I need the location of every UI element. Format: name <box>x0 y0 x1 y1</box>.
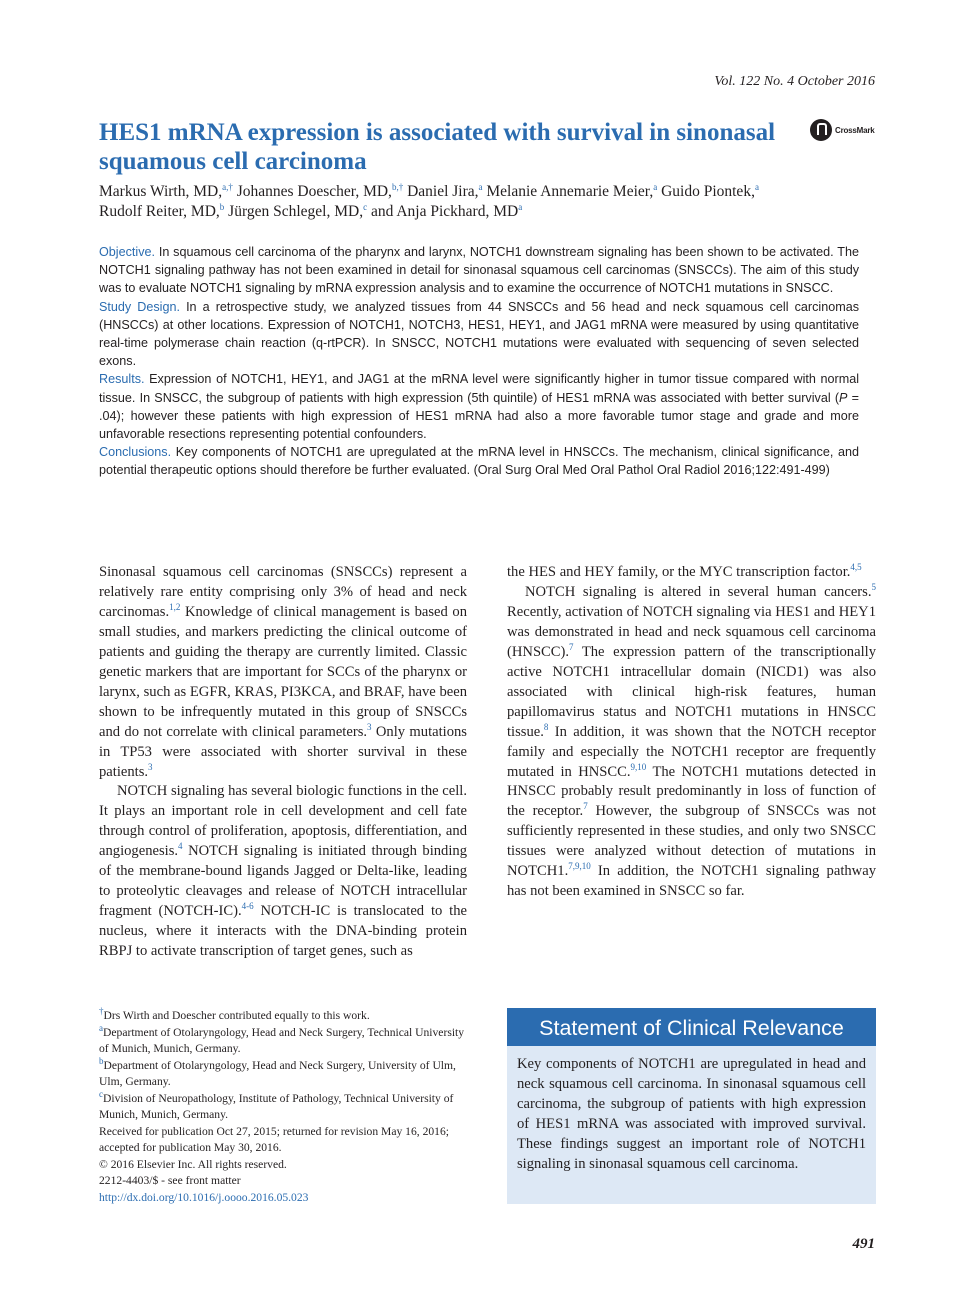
footnotes <box>99 1008 469 1206</box>
citation-superscript[interactable]: 7 <box>569 641 574 652</box>
citation-superscript[interactable]: 4 <box>178 841 183 852</box>
abstract-heading: Objective. <box>99 245 155 259</box>
author <box>237 183 407 200</box>
body-text-run: In addition, it was shown that the NOTCH receptor family and especially the NOTCH1 receptor are frequently mutated in HNSCC. <box>507 723 876 780</box>
footnote-mark: a <box>99 1022 103 1033</box>
footnote-mark: b <box>99 1055 104 1066</box>
citation-superscript[interactable]: 1,2 <box>169 602 181 613</box>
footnote-text: Division of Neuropathology, Institute of Pathology, Technical University of Munich, Munich, Germany. <box>99 1091 454 1121</box>
footnote-mark: † <box>99 1006 104 1017</box>
abstract-objective <box>99 243 859 298</box>
clinical-relevance-box <box>507 1008 876 1204</box>
body-text-run: NOTCH signaling is initiated through binding of the membrane-bound ligands Jagged or Delta-like, leading to proteolytic cleavages and release of NOTCH intracellular fragment (NOTCH-IC). <box>99 843 467 920</box>
author-name: Daniel Jira, <box>407 183 479 200</box>
p-value-symbol: P <box>839 390 848 405</box>
footnote-equal-contribution <box>99 1008 469 1025</box>
author <box>486 183 661 200</box>
crossmark-label: CrossMark <box>835 125 875 135</box>
body-paragraph <box>99 782 467 962</box>
footnote-affiliation-a <box>99 1022 469 1058</box>
author-name: Markus Wirth, MD, <box>99 183 223 200</box>
body-text-run: NOTCH signaling has several biologic functions in the cell. It plays an important role in cell development and cell fate through control of proliferation, apoptosis, differentiation, and angiogenesis. <box>99 783 467 860</box>
citation-superscript[interactable]: 4-6 <box>241 901 254 912</box>
abstract-conclusions <box>99 443 859 479</box>
author-name: Rudolf Reiter, MD, <box>99 203 220 220</box>
citation-superscript[interactable]: 9,10 <box>630 761 647 772</box>
author-name: Johannes Doescher, MD, <box>236 183 392 200</box>
body-text-run: Knowledge of clinical management is based on small studies, and markers predicting the clinical outcome of patients and guiding the therapy are currently limited. Classic genetic markers that are important for SCCs of the pharynx or larynx, such as EGFR, KRAS, PI3KCA, and BRAF, have been shown to be infrequently mutated in this group of SNSCCs and do not correlate with clinical parameters. <box>99 603 467 740</box>
body-text-run: Recently, activation of NOTCH signaling via HES1 and HEY1 was demonstrated in head and neck squamous cell carcinoma (HNSCC). <box>507 603 876 660</box>
body-text-run: Only mutations in TP53 were associated with shorter survival in these patients. <box>99 723 467 780</box>
clinical-relevance-text: Key components of NOTCH1 are upregulated in head and neck squamous cell carcinoma. In sinonasal squamous cell carcinoma, the subgroup of patients with high expression of HES1 mRNA was associated with improved survival. These findings suggest an important role of NOTCH1 signaling in sinonasal squamous cell carcinoma. <box>517 1056 866 1172</box>
body-text-run: the HES and HEY family, or the MYC transcription factor. <box>507 564 851 580</box>
body-text-run: However, the subgroup of SNSCCs was not sufficiently represented in these studies, and only two SNSCC tissues were analyzed without detection of mutations in NOTCH1. <box>507 803 876 880</box>
footnote-text: Department of Otolaryngology, Head and Neck Surgery, University of Ulm, Ulm, Germany. <box>99 1058 456 1088</box>
author-affiliation: c <box>363 201 368 212</box>
doi-link[interactable]: http://dx.doi.org/10.1016/j.oooo.2016.05.023 <box>99 1190 309 1204</box>
abstract-heading: Conclusions. <box>99 445 172 460</box>
author-name: Melanie Annemarie Meier, <box>486 183 654 200</box>
author-affiliation: b <box>219 201 225 212</box>
crossmark-icon <box>810 119 832 141</box>
author <box>407 183 486 200</box>
abstract-text: = .04); however these patients with high expression of HES1 mRNA had also a more favorable tumor stage and grade and more unfavorable resections representing potential confounders. <box>99 390 859 442</box>
crossmark-badge[interactable] <box>810 117 890 143</box>
footnote-mark: c <box>99 1088 103 1099</box>
author <box>99 183 237 200</box>
footnote-affiliation-c <box>99 1088 469 1124</box>
abstract-text: Key components of NOTCH1 are upregulated at the mRNA level in HNSCCs. The mechanism, clinical significance, and potential therapeutic options should therefore be further evaluated. (Oral Surg Oral Med Oral Pathol Oral Radiol 2016;122:491-499) <box>99 445 859 478</box>
footnote-received: Received for publication Oct 27, 2015; returned for revision May 16, 2016; accepted for publication May 30, 2016. <box>99 1124 449 1154</box>
author <box>228 203 371 220</box>
body-paragraph <box>507 583 876 902</box>
footnote-copyright: © 2016 Elsevier Inc. All rights reserved. <box>99 1157 287 1171</box>
citation-superscript[interactable]: 7 <box>583 801 588 812</box>
citation-superscript[interactable]: 8 <box>543 721 549 732</box>
body-paragraph <box>507 563 876 583</box>
citation-superscript[interactable]: 4,5 <box>850 562 862 573</box>
abstract-results <box>99 370 859 443</box>
author-affiliation: a <box>518 201 523 212</box>
body-column-right <box>507 563 876 902</box>
author-affiliation: a <box>653 181 658 192</box>
article-title: HES1 mRNA expression is associated with survival in sinonasal squamous cell carcinoma <box>99 119 776 175</box>
abstract-heading: Results. <box>99 372 145 387</box>
abstract-study-design <box>99 298 859 371</box>
author-list <box>99 182 889 222</box>
citation-superscript[interactable]: 7,9,10 <box>568 861 591 872</box>
citation-superscript[interactable]: 3 <box>148 761 153 772</box>
author <box>99 203 228 220</box>
body-column-left <box>99 563 467 962</box>
body-text-run: The expression pattern of the transcriptionally active NOTCH1 intracellular domain (NICD1) was also associated with clinical high-risk features, human papillomavirus status and NOTCH1 mutations in HNSCC tissue. <box>507 643 876 740</box>
abstract-text: In a retrospective study, we analyzed tissues from 44 SNSCCs and 56 head and neck squamous cell carcinomas (HNSCCs) at other locations. Expression of NOTCH1, NOTCH3, HES1, HEY1, and JAG1 mRNA were measured by using quantitative real-time polymerase chain reaction (q-rtPCR). In SNSCC, NOTCH1 mutations were evaluated with sequencing of seven selected exons. <box>99 299 859 369</box>
page-number: 491 <box>852 1236 875 1252</box>
author-name: Jürgen Schlegel, MD, <box>228 203 364 220</box>
footnote-issn: 2212-4403/$ - see front matter <box>99 1174 241 1187</box>
author-affiliation: a <box>478 181 483 192</box>
author-affiliation: a <box>754 181 759 192</box>
citation-superscript[interactable]: 3 <box>367 721 372 732</box>
footnote-affiliation-b <box>99 1055 469 1091</box>
author <box>661 183 759 200</box>
body-text-run: In addition, the NOTCH1 signaling pathway has not been examined in SNSCC so far. <box>507 863 876 900</box>
footnote-text: Drs Wirth and Doescher contributed equally to this work. <box>103 1009 370 1022</box>
journal-issue-info: Vol. 122 No. 4 October 2016 <box>714 74 875 89</box>
abstract-heading: Study Design. <box>99 299 180 314</box>
author-name: Guido Piontek, <box>661 183 755 200</box>
author <box>371 203 522 220</box>
body-text-run: NOTCH signaling is altered in several human cancers. <box>525 583 872 600</box>
body-text-run: Sinonasal squamous cell carcinomas (SNSCCs) represent a relatively rare entity comprising only 3% of head and neck carcinomas. <box>99 564 467 620</box>
author-affiliation: a,† <box>222 181 233 192</box>
author-affiliation: b,† <box>391 181 404 192</box>
clinical-relevance-title: Statement of Clinical Relevance <box>507 1008 876 1046</box>
author-name: and Anja Pickhard, MD <box>370 203 519 220</box>
abstract-text: In squamous cell carcinoma of the pharynx and larynx, NOTCH1 downstream signaling has been shown to be activated. The NOTCH1 signaling pathway has not been examined in detail for sinonasal squamous cell carcinomas (SNSCCs). The aim of this study was to evaluate NOTCH1 signaling by mRNA expression analysis and to examine the occurrence of NOTCH1 mutations in SNSCC. <box>99 245 859 296</box>
footnote-text: Department of Otolaryngology, Head and Neck Surgery, Technical University of Munich, Munich, Germany. <box>99 1025 465 1055</box>
body-text-run: NOTCH-IC is translocated to the nucleus, where it interacts with the DNA-binding protein RBPJ to activate transcription of target genes, such as <box>99 903 467 960</box>
citation-superscript[interactable]: 5 <box>871 582 876 593</box>
body-paragraph <box>99 563 467 782</box>
abstract-text: Expression of NOTCH1, HEY1, and JAG1 at the mRNA level were significantly higher in tumor tissue compared with normal tissue. In SNSCC, the subgroup of patients with high expression (5th quintile) of HES1 mRNA was associated with better survival ( <box>99 372 859 405</box>
abstract <box>99 243 859 480</box>
body-text-run: The NOTCH1 mutations detected in HNSCC probably result predominantly in loss of function of the receptor. <box>507 763 876 820</box>
